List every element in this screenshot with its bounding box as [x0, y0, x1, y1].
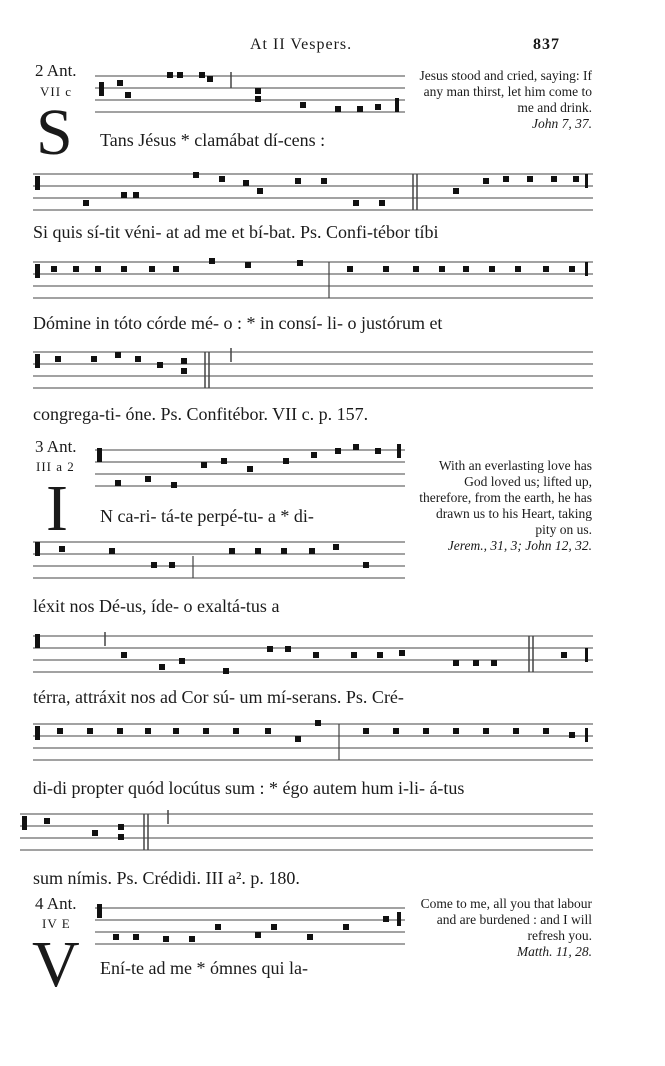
- drop-cap-initial: V: [32, 928, 80, 1001]
- translation-note: [414, 458, 592, 554]
- music-staff: [33, 630, 593, 680]
- translation-text: Come to me, all you that labour and are burdened : and I will refresh you.: [420, 896, 592, 943]
- music-staff: [95, 902, 405, 952]
- translation-text: With an everlasting love has God loved us; lifted up, therefore, from the earth, he has drawn us to his Heart, taking pity on us.: [419, 458, 592, 537]
- antiphon-mode: III a 2: [36, 459, 75, 474]
- lyric-line: congrega-ti- óne. Ps. Confitébor. VII c. p. 157.: [33, 404, 369, 424]
- music-staff: [33, 258, 593, 302]
- lyric-line: Ení-te ad me * ómnes qui la-: [100, 958, 308, 978]
- music-staff: [95, 444, 405, 494]
- page-header-title: At II Vespers.: [250, 36, 353, 53]
- translation-note: [414, 896, 592, 960]
- antiphon-mode: IV E: [42, 916, 71, 931]
- page-number: 837: [533, 36, 560, 53]
- lyric-line: Tans Jésus * clamábat dí-cens :: [100, 130, 326, 150]
- scripture-reference: Matth. 11, 28.: [516, 944, 592, 959]
- translation-note: [414, 68, 592, 132]
- lyric-line: sum nímis. Ps. Crédidi. III a². p. 180.: [33, 868, 300, 888]
- music-staff: [33, 170, 593, 214]
- lyric-line: di-di propter quód locútus sum : * égo autem hum i-li- á-tus: [33, 778, 465, 798]
- music-staff: [33, 718, 593, 768]
- music-staff: [20, 808, 593, 858]
- scripture-reference: John 7, 37.: [532, 116, 592, 131]
- antiphon-label: 4 Ant.: [35, 894, 77, 913]
- lyric-line: térra, attráxit nos ad Cor sú- um mí-serans. Ps. Cré-: [33, 687, 404, 707]
- music-staff: [95, 72, 405, 116]
- antiphon-mode: VII c: [40, 84, 73, 99]
- music-staff: [33, 348, 593, 392]
- lyric-line: léxit nos Dé-us, íde- o exaltá-tus a: [33, 596, 280, 616]
- translation-text: Jesus stood and cried, saying: If any man thirst, let him come to me and drink.: [419, 68, 592, 115]
- lyric-line: Si quis sí-tit véni- at ad me et bí-bat. Ps. Confi-tébor tíbi: [33, 222, 439, 242]
- drop-cap-initial: S: [36, 96, 73, 169]
- antiphon-label: 3 Ant.: [35, 437, 77, 456]
- lyric-line: Dómine in tóto córde mé- o : * in consí- li- o justórum et: [33, 313, 443, 333]
- lyric-line: N ca-ri- tá-te perpé-tu- a * di-: [100, 506, 314, 526]
- drop-cap-initial: I: [46, 472, 68, 545]
- music-staff: [33, 536, 405, 586]
- antiphon-label: 2 Ant.: [35, 61, 77, 80]
- scripture-reference: Jerem., 31, 3; John 12, 32.: [447, 538, 592, 553]
